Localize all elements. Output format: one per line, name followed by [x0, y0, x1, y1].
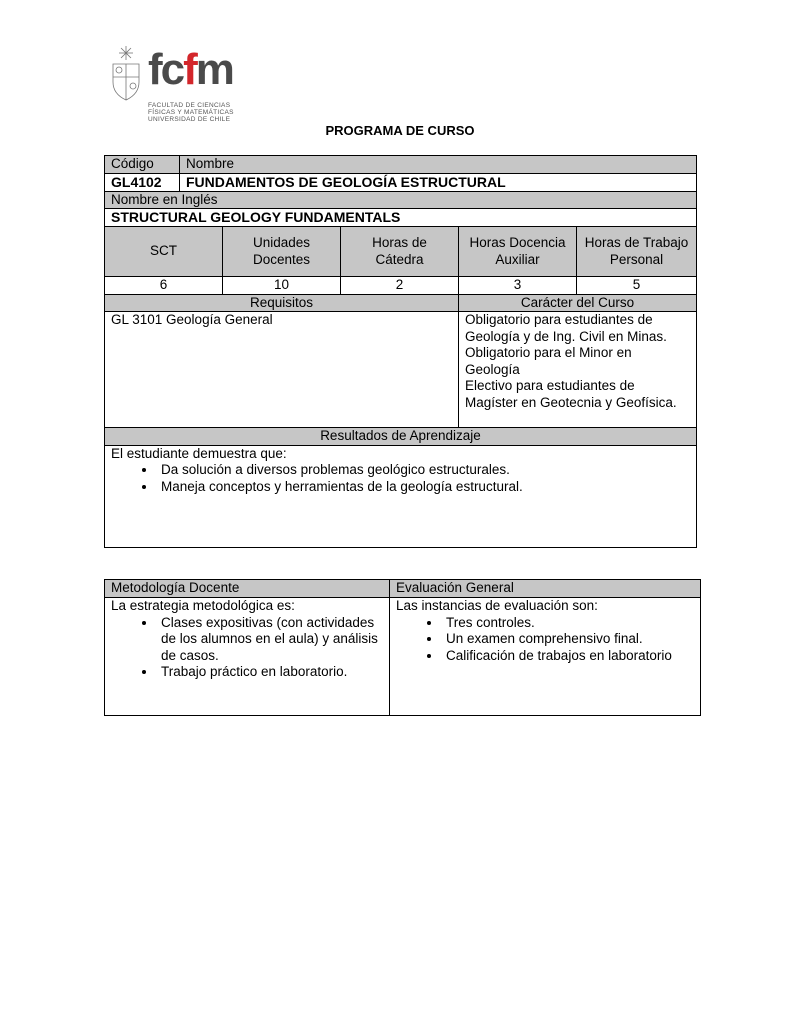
english-name: STRUCTURAL GEOLOGY FUNDAMENTALS — [105, 209, 697, 227]
list-item: • Da solución a diversos problemas geológico estructurales. — [157, 462, 690, 479]
name-label: Nombre — [180, 156, 697, 174]
learning-outcomes-cell — [105, 445, 697, 547]
list-item: • Tres controles. — [442, 615, 694, 632]
fcfm-logo — [108, 44, 238, 126]
learning-outcomes-intro: El estudiante demuestra que: — [111, 445, 287, 461]
learning-outcomes-list — [111, 462, 690, 495]
credits-header-personal-hours: Horas de Trabajo Personal — [577, 227, 697, 277]
evaluation-cell — [390, 598, 701, 716]
methodology-evaluation-table — [104, 579, 701, 716]
requirements-label: Requisitos — [105, 294, 459, 312]
logo-subtitle: FACULTAD DE CIENCIAS FÍSICAS Y MATEMÁTICAS UNIVERSIDAD DE CHILE — [148, 102, 234, 123]
course-code: GL4102 — [105, 173, 180, 191]
list-item: • Trabajo práctico en laboratorio. — [157, 664, 383, 681]
course-character-line: Obligatorio para estudiantes de Geología y de Ing. Civil en Minas. — [465, 312, 667, 344]
course-character-line: Electivo para estudiantes de Magíster en Geotecnia y Geofísica. — [465, 378, 677, 410]
course-character-line: Obligatorio para el Minor en Geología — [465, 345, 632, 377]
university-crest-icon — [108, 44, 144, 104]
credits-value-units: 10 — [223, 277, 341, 295]
list-item: • Calificación de trabajos en laboratorio — [442, 648, 694, 665]
methodology-list — [111, 615, 383, 681]
learning-outcomes-label: Resultados de Aprendizaje — [105, 428, 697, 446]
course-character-cell — [459, 312, 697, 428]
logo-wordmark: fcfm — [148, 45, 233, 94]
credits-value-lecture-hours: 2 — [341, 277, 459, 295]
credits-header-lecture-hours: Horas de Cátedra — [341, 227, 459, 277]
requirements-value: GL 3101 Geología General — [105, 312, 459, 428]
methodology-cell — [105, 598, 390, 716]
credits-value-personal-hours: 5 — [577, 277, 697, 295]
methodology-label: Metodología Docente — [105, 580, 390, 598]
credits-header-units: Unidades Docentes — [223, 227, 341, 277]
evaluation-intro: Las instancias de evaluación son: — [396, 598, 598, 613]
credits-header-sct: SCT — [105, 227, 223, 277]
list-item: • Maneja conceptos y herramientas de la geología estructural. — [157, 479, 690, 496]
credits-value-sct: 6 — [105, 277, 223, 295]
list-item: • Clases expositivas (con actividades de los alumnos en el aula) y análisis de casos. — [157, 615, 383, 665]
course-character-label: Carácter del Curso — [459, 294, 697, 312]
english-name-label: Nombre en Inglés — [105, 191, 697, 209]
code-label: Código — [105, 156, 180, 174]
evaluation-list — [396, 615, 694, 665]
course-name: FUNDAMENTOS DE GEOLOGÍA ESTRUCTURAL — [180, 173, 697, 191]
list-item: • Un examen comprehensivo final. — [442, 631, 694, 648]
evaluation-label: Evaluación General — [390, 580, 701, 598]
credits-value-auxiliary-hours: 3 — [459, 277, 577, 295]
page-title: PROGRAMA DE CURSO — [325, 123, 475, 138]
credits-header-auxiliary-hours: Horas Docencia Auxiliar — [459, 227, 577, 277]
methodology-intro: La estrategia metodológica es: — [111, 598, 295, 613]
course-info-table — [104, 155, 697, 548]
